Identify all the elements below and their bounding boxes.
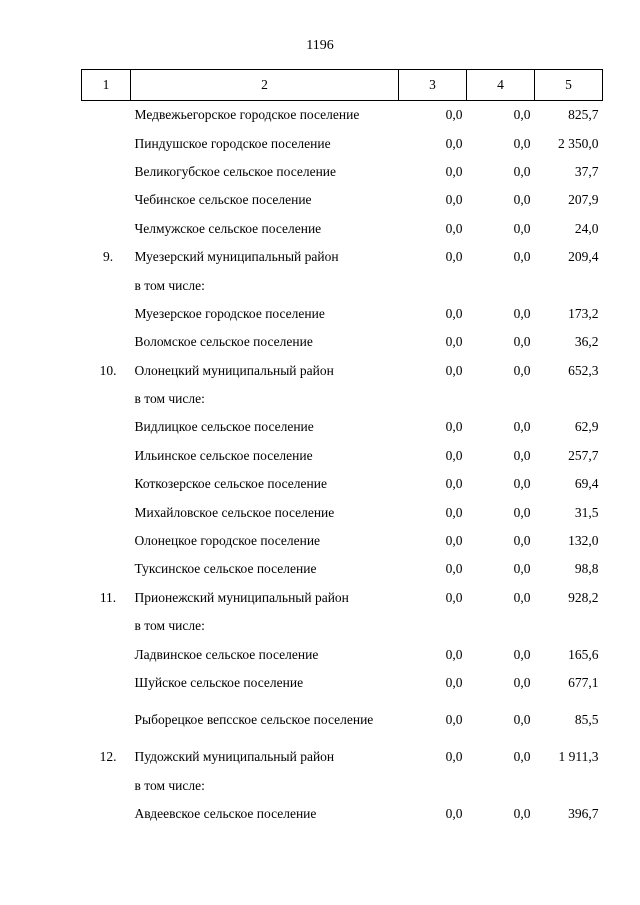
row-name: Ладвинское сельское поселение bbox=[134, 646, 319, 662]
row-col-5 bbox=[535, 772, 603, 800]
row-col-4 bbox=[467, 271, 535, 299]
row-number bbox=[82, 442, 131, 470]
header-col-2: 2 bbox=[131, 70, 399, 101]
row-col-4: 0,0 bbox=[513, 476, 531, 492]
row-col-5: 37,7 bbox=[574, 163, 599, 179]
row-col-3: 0,0 bbox=[445, 504, 463, 520]
row-col-5: 396,7 bbox=[568, 806, 599, 822]
row-col-3: 0,0 bbox=[445, 646, 463, 662]
row-number: 12. bbox=[99, 749, 117, 765]
row-col-5: 1 911,3 bbox=[558, 749, 599, 765]
table-row bbox=[82, 243, 603, 271]
row-number bbox=[82, 772, 131, 800]
table-row bbox=[82, 101, 603, 130]
row-col-4: 0,0 bbox=[513, 419, 531, 435]
table-row bbox=[82, 498, 603, 526]
row-col-5: 652,3 bbox=[568, 362, 599, 378]
row-col-5: 31,5 bbox=[574, 504, 599, 520]
row-name: Прионежский муниципальный район bbox=[134, 589, 349, 605]
table-row bbox=[82, 158, 603, 186]
row-col-4: 0,0 bbox=[513, 712, 531, 728]
row-col-4: 0,0 bbox=[513, 589, 531, 605]
row-number bbox=[82, 527, 131, 555]
row-col-3: 0,0 bbox=[445, 192, 463, 208]
row-col-3: 0,0 bbox=[445, 249, 463, 265]
row-name: Медвежьегорское городское поселение bbox=[134, 107, 360, 123]
row-number bbox=[82, 271, 131, 299]
row-name: Чебинское сельское поселение bbox=[134, 192, 312, 208]
row-col-3: 0,0 bbox=[445, 533, 463, 549]
row-col-5: 98,8 bbox=[574, 561, 599, 577]
row-col-3: 0,0 bbox=[445, 712, 463, 728]
row-number bbox=[82, 328, 131, 356]
table-row bbox=[82, 612, 603, 640]
row-col-5: 36,2 bbox=[574, 334, 599, 350]
row-col-4: 0,0 bbox=[513, 362, 531, 378]
row-col-4: 0,0 bbox=[513, 675, 531, 690]
table-body bbox=[82, 101, 603, 829]
row-col-5: 209,4 bbox=[568, 249, 599, 265]
table-row bbox=[82, 697, 603, 743]
row-col-5: 928,2 bbox=[568, 589, 599, 605]
row-name: Михайловское сельское поселение bbox=[134, 504, 335, 520]
table-row bbox=[82, 555, 603, 583]
row-col-4: 0,0 bbox=[513, 447, 531, 463]
row-col-4: 0,0 bbox=[513, 646, 531, 662]
table-row bbox=[82, 772, 603, 800]
table-row bbox=[82, 470, 603, 498]
row-col-3: 0,0 bbox=[445, 362, 463, 378]
row-col-5 bbox=[535, 385, 603, 413]
row-name: Шуйское сельское поселение bbox=[134, 675, 304, 690]
table-row bbox=[82, 129, 603, 157]
row-col-5: 2 350,0 bbox=[558, 135, 599, 151]
row-col-3 bbox=[399, 271, 467, 299]
row-col-3: 0,0 bbox=[445, 675, 463, 690]
table-row bbox=[82, 640, 603, 668]
row-col-4: 0,0 bbox=[513, 561, 531, 577]
row-col-3: 0,0 bbox=[445, 749, 463, 765]
row-col-3: 0,0 bbox=[445, 135, 463, 151]
row-col-3: 0,0 bbox=[445, 419, 463, 435]
row-col-4: 0,0 bbox=[513, 806, 531, 822]
row-name: Муезерское городское поселение bbox=[134, 305, 325, 321]
row-col-3: 0,0 bbox=[445, 163, 463, 179]
row-col-4: 0,0 bbox=[513, 192, 531, 208]
row-col-3: 0,0 bbox=[445, 305, 463, 321]
row-number bbox=[82, 555, 131, 583]
row-name: Пиндушское городское поселение bbox=[134, 135, 331, 151]
row-name: Туксинское сельское поселение bbox=[134, 561, 317, 577]
row-col-3: 0,0 bbox=[445, 220, 463, 236]
table-row bbox=[82, 413, 603, 441]
row-name: Рыборецкое вепсское сельское поселение bbox=[134, 712, 374, 728]
row-col-3: 0,0 bbox=[445, 334, 463, 350]
row-col-5: 173,2 bbox=[568, 305, 599, 321]
table-row bbox=[82, 385, 603, 413]
row-col-3: 0,0 bbox=[445, 589, 463, 605]
row-col-5: 825,7 bbox=[568, 107, 599, 123]
budget-table bbox=[81, 69, 603, 828]
row-number bbox=[82, 640, 131, 668]
row-col-5: 207,9 bbox=[568, 192, 599, 208]
table-row bbox=[82, 300, 603, 328]
row-name: Олонецкое городское поселение bbox=[134, 533, 321, 549]
row-col-4: 0,0 bbox=[513, 305, 531, 321]
row-name: в том числе: bbox=[134, 777, 205, 793]
row-col-3 bbox=[399, 385, 467, 413]
row-number bbox=[82, 158, 131, 186]
row-col-4 bbox=[467, 612, 535, 640]
row-col-4: 0,0 bbox=[513, 749, 531, 765]
page-number: 1196 bbox=[306, 38, 334, 53]
row-col-4 bbox=[467, 772, 535, 800]
row-col-3 bbox=[399, 772, 467, 800]
row-col-3: 0,0 bbox=[445, 806, 463, 822]
table-row bbox=[82, 800, 603, 828]
row-name: Коткозерское сельское поселение bbox=[134, 476, 327, 492]
row-col-3: 0,0 bbox=[445, 476, 463, 492]
row-name: в том числе: bbox=[134, 618, 205, 634]
row-number bbox=[82, 413, 131, 441]
table-row bbox=[82, 584, 603, 612]
row-number: 10. bbox=[99, 362, 117, 378]
table-row bbox=[82, 743, 603, 771]
row-name: Видлицкое сельское поселение bbox=[134, 419, 314, 435]
row-col-3 bbox=[399, 612, 467, 640]
row-col-3: 0,0 bbox=[445, 561, 463, 577]
row-col-3: 0,0 bbox=[445, 447, 463, 463]
row-col-4: 0,0 bbox=[513, 533, 531, 549]
table-row bbox=[82, 186, 603, 214]
row-number bbox=[82, 697, 131, 743]
table-row bbox=[82, 669, 603, 697]
row-col-4: 0,0 bbox=[513, 107, 531, 123]
header-col-1: 1 bbox=[82, 70, 131, 101]
header-col-5: 5 bbox=[535, 70, 603, 101]
row-number bbox=[82, 101, 131, 130]
row-number bbox=[82, 129, 131, 157]
header-col-3: 3 bbox=[399, 70, 467, 101]
row-name: Муезерский муниципальный район bbox=[134, 249, 339, 265]
row-col-4: 0,0 bbox=[513, 504, 531, 520]
row-col-4 bbox=[467, 385, 535, 413]
row-number bbox=[82, 186, 131, 214]
row-col-5 bbox=[535, 271, 603, 299]
row-name: Авдеевское сельское поселение bbox=[134, 806, 317, 822]
row-col-5: 677,1 bbox=[568, 675, 599, 690]
row-name: Олонецкий муниципальный район bbox=[134, 362, 334, 378]
row-col-4: 0,0 bbox=[513, 220, 531, 236]
row-number: 11. bbox=[99, 589, 117, 605]
row-col-5: 257,7 bbox=[568, 447, 599, 463]
row-name: Челмужское сельское поселение bbox=[134, 220, 322, 236]
table-header bbox=[82, 70, 603, 101]
table-row bbox=[82, 328, 603, 356]
row-col-5: 69,4 bbox=[574, 476, 599, 492]
row-name: Великогубское сельское поселение bbox=[134, 163, 337, 179]
row-number bbox=[82, 800, 131, 828]
row-number bbox=[82, 669, 131, 697]
row-col-4: 0,0 bbox=[513, 135, 531, 151]
row-name: Воломское сельское поселение bbox=[134, 334, 313, 350]
row-col-4: 0,0 bbox=[513, 334, 531, 350]
row-col-5: 62,9 bbox=[574, 419, 599, 435]
row-name: Ильинское сельское поселение bbox=[134, 447, 313, 463]
row-name: Пудожский муниципальный район bbox=[134, 749, 335, 765]
row-number bbox=[82, 470, 131, 498]
row-number bbox=[82, 612, 131, 640]
table-row bbox=[82, 527, 603, 555]
row-col-4: 0,0 bbox=[513, 249, 531, 265]
row-name: в том числе: bbox=[134, 391, 205, 407]
table-row bbox=[82, 271, 603, 299]
table-row bbox=[82, 442, 603, 470]
row-col-5 bbox=[535, 612, 603, 640]
row-number bbox=[82, 498, 131, 526]
row-col-5: 24,0 bbox=[574, 220, 599, 236]
row-col-4: 0,0 bbox=[513, 163, 531, 179]
row-col-3: 0,0 bbox=[445, 107, 463, 123]
row-col-5: 165,6 bbox=[568, 646, 599, 662]
row-number bbox=[82, 300, 131, 328]
row-name: в том числе: bbox=[134, 277, 205, 293]
table-row bbox=[82, 357, 603, 385]
row-col-5: 132,0 bbox=[568, 533, 599, 549]
row-number bbox=[82, 385, 131, 413]
header-row bbox=[82, 70, 603, 101]
row-number bbox=[82, 215, 131, 243]
table-row bbox=[82, 215, 603, 243]
row-col-5: 85,5 bbox=[574, 712, 599, 728]
header-col-4: 4 bbox=[467, 70, 535, 101]
row-number: 9. bbox=[102, 249, 114, 265]
